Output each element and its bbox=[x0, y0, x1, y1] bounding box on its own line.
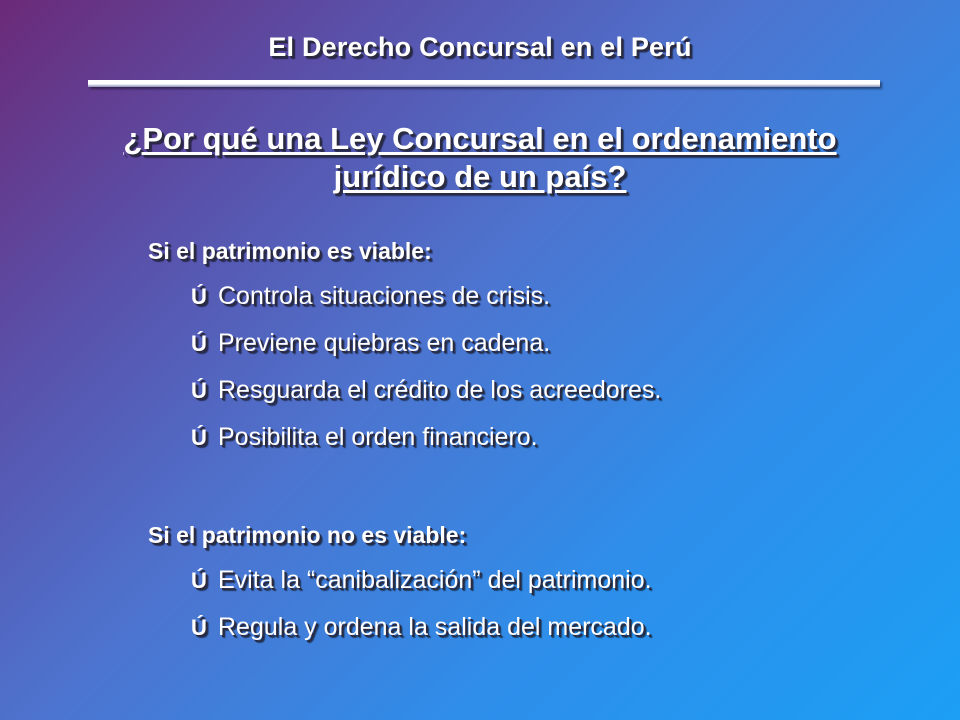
slide-title: El Derecho Concursal en el Perú bbox=[268, 32, 692, 62]
bullet-list-viable bbox=[190, 273, 661, 461]
bullet-icon: Ú bbox=[191, 614, 207, 640]
question-line-1: ¿Por qué una Ley Concursal en el ordenamiento bbox=[123, 121, 837, 156]
list-item-text: Resguarda el crédito de los acreedores. bbox=[218, 376, 662, 404]
list-item bbox=[190, 414, 661, 461]
list-item-text: Regula y ordena la salida del mercado. bbox=[218, 613, 652, 641]
question-line-2: jurídico de un país? bbox=[333, 159, 627, 194]
title-divider bbox=[88, 80, 880, 87]
bullet-icon: Ú bbox=[191, 283, 207, 309]
section-heading-not-viable: Si el patrimonio no es viable: bbox=[148, 522, 467, 548]
list-item bbox=[190, 367, 661, 414]
list-item-text: Controla situaciones de crisis. bbox=[218, 282, 551, 310]
bullet-icon: Ú bbox=[191, 330, 207, 356]
bullet-list-not-viable bbox=[190, 557, 652, 651]
list-item-text: Evita la “canibalización” del patrimonio. bbox=[218, 566, 652, 594]
list-item bbox=[190, 273, 661, 320]
main-question bbox=[0, 120, 960, 196]
section-heading-viable: Si el patrimonio es viable: bbox=[148, 238, 432, 264]
bullet-icon: Ú bbox=[191, 424, 207, 450]
list-item-text: Previene quiebras en cadena. bbox=[218, 329, 551, 357]
bullet-icon: Ú bbox=[191, 377, 207, 403]
list-item-text: Posibilita el orden financiero. bbox=[218, 423, 538, 451]
list-item bbox=[190, 604, 652, 651]
list-item bbox=[190, 557, 652, 604]
bullet-icon: Ú bbox=[191, 567, 207, 593]
list-item bbox=[190, 320, 661, 367]
